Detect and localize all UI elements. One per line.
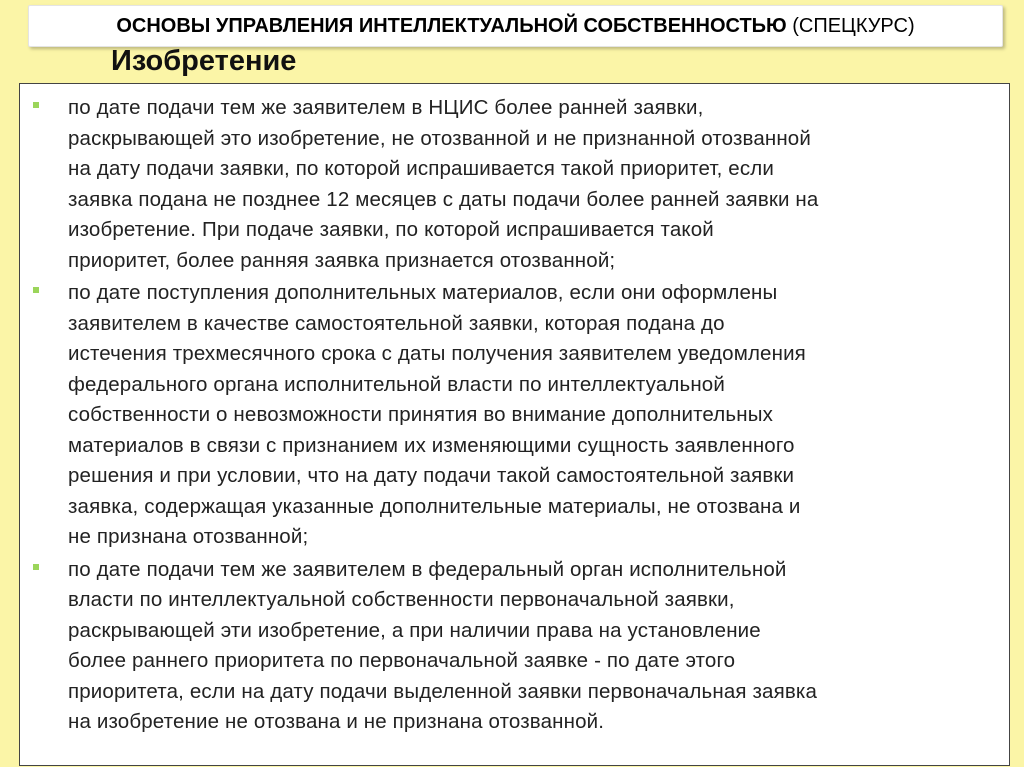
course-title-suffix: (СПЕЦКУРС) (786, 14, 915, 37)
bullet-line: изобретение. При подаче заявки, по которой испрашивается такой (68, 218, 714, 241)
slide-title: Изобретение (111, 45, 297, 77)
bullet-item (20, 93, 1009, 276)
course-title-main: ОСНОВЫ УПРАВЛЕНИЯ ИНТЕЛЛЕКТУАЛЬНОЙ СОБСТВЕННОСТЬЮ (116, 14, 787, 37)
bullet-item (20, 555, 1009, 738)
bullet-line: власти по интеллектуальной собственности первоначальной заявки, (68, 588, 735, 611)
bullet-list (20, 93, 1009, 740)
bullet-line: на дату подачи заявки, по которой испрашивается такой приоритет, если (68, 157, 774, 180)
bullet-line: по дате поступления дополнительных материалов, если они оформлены (68, 281, 778, 304)
bullet-line: раскрывающей эти изобретение, а при наличии права на установление (68, 618, 761, 642)
bullet-line: истечения трехмесячного срока с даты получения заявителем уведомления (68, 342, 806, 365)
bullet-line: по дате подачи тем же заявителем в НЦИС более ранней заявки, (68, 96, 704, 119)
course-title (116, 15, 914, 38)
bullet-line: заявителем в качестве самостоятельной заявки, которая подана до (68, 311, 725, 335)
bullet-line: по дате подачи тем же заявителем в федеральный орган исполнительной (68, 557, 787, 581)
bullet-line: не признана отозванной; (68, 525, 309, 548)
bullet-marker-icon (33, 287, 39, 293)
content-box (19, 83, 1010, 766)
bullet-text (68, 555, 1001, 738)
bullet-marker-icon (33, 564, 39, 570)
course-header (28, 5, 1003, 47)
bullet-line: решения и при условии, что на дату подачи такой самостоятельной заявки (68, 464, 795, 487)
bullet-line: собственности о невозможности принятия во внимание дополнительных (68, 403, 773, 426)
bullet-marker-icon (33, 102, 39, 108)
bullet-line: приоритет, более ранняя заявка признается отозванной; (68, 248, 616, 272)
bullet-line: заявка, содержащая указанные дополнительные материалы, не отозвана и (68, 494, 801, 518)
bullet-line: заявка подана не позднее 12 месяцев с даты подачи более ранней заявки на (68, 187, 819, 211)
bullet-line: более раннего приоритета по первоначальной заявке - по дате этого (68, 649, 736, 672)
bullet-line: приоритета, если на дату подачи выделенной заявки первоначальная заявка (68, 679, 817, 703)
bullet-line: федерального органа исполнительной власти по интеллектуальной (68, 372, 725, 396)
bullet-text (68, 278, 1001, 553)
bullet-line: материалов в связи с признанием их изменяющими сущность заявленного (68, 433, 795, 457)
bullet-line: на изобретение не отозвана и не признана отозванной. (68, 710, 605, 733)
bullet-text (68, 93, 1001, 276)
bullet-line: раскрывающей это изобретение, не отозванной и не признанной отозванной (68, 126, 811, 150)
bullet-item (20, 278, 1009, 553)
